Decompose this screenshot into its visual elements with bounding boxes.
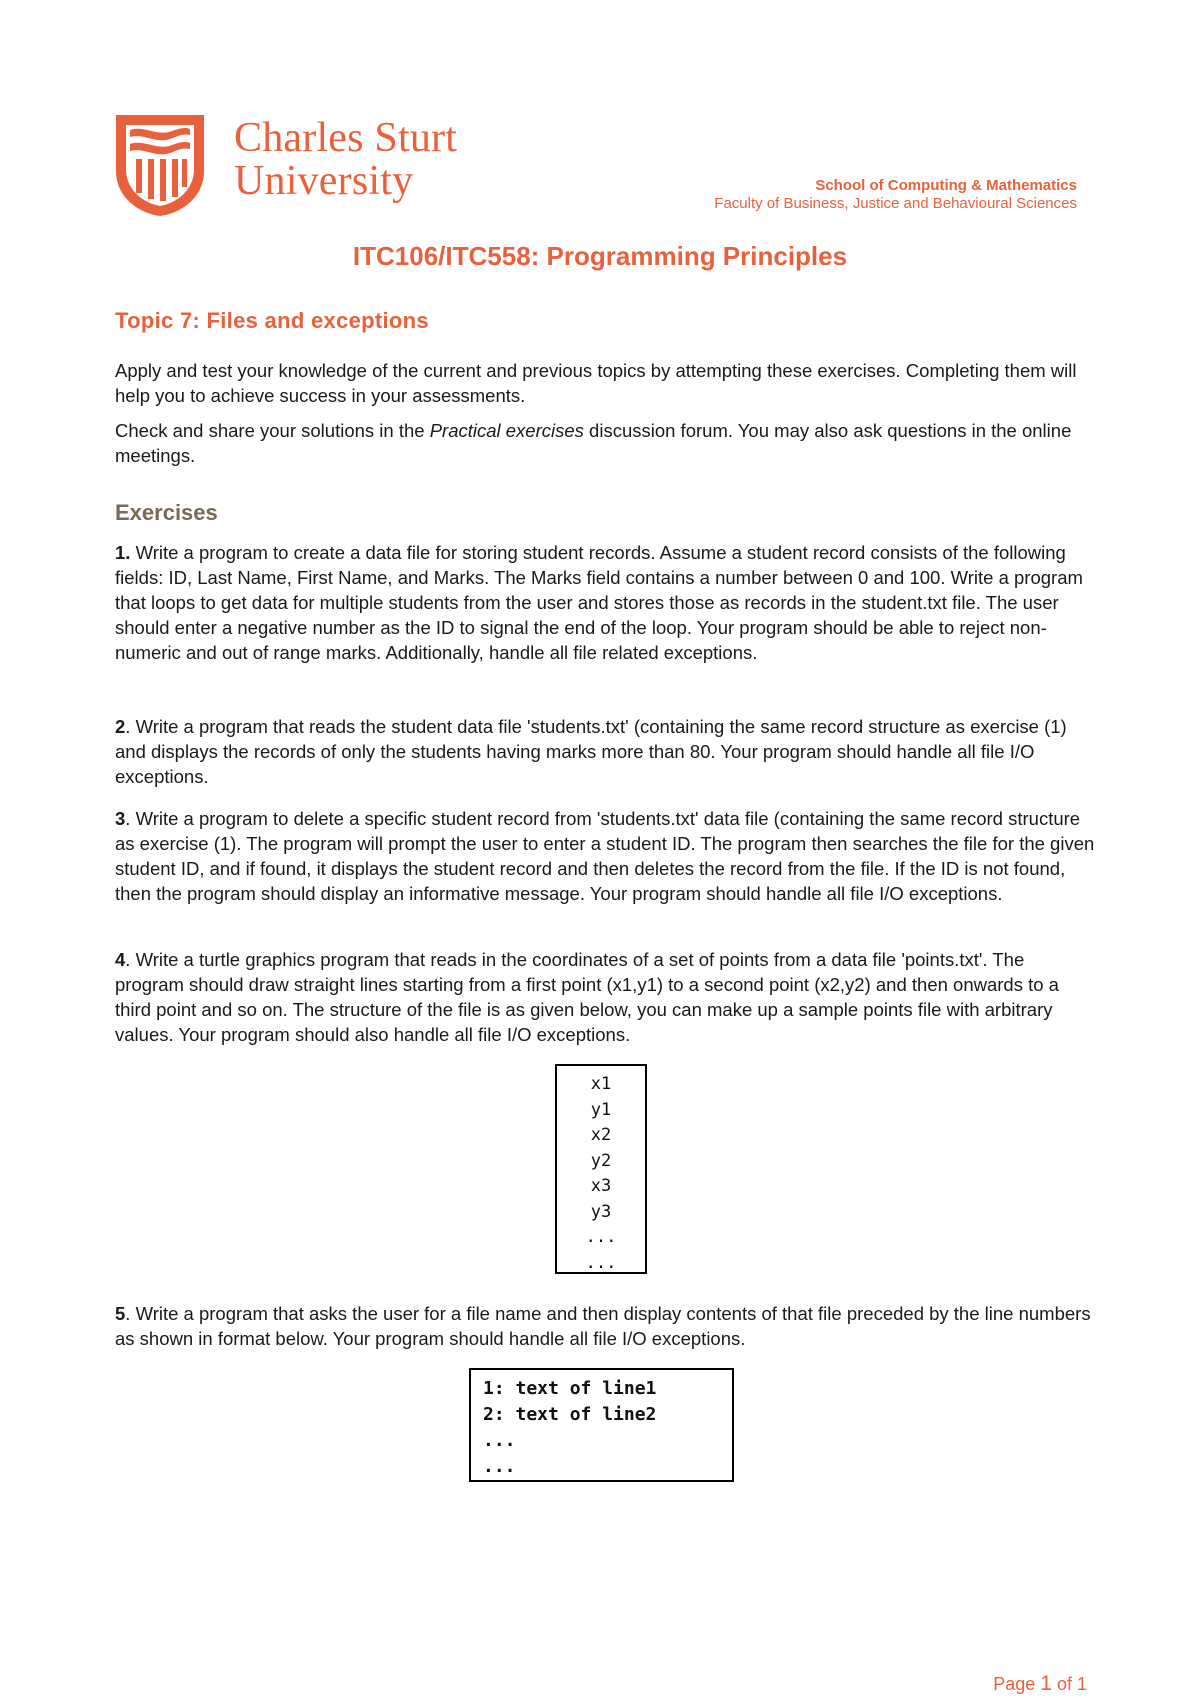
faculty-name: Faculty of Business, Justice and Behavioural Sciences: [714, 195, 1077, 212]
points-line: x2: [590, 1125, 612, 1145]
points-line: ...: [585, 1227, 617, 1247]
exercise-number: 5: [115, 1303, 126, 1324]
university-logo: [114, 113, 464, 217]
document-title: ITC106/ITC558: Programming Principles: [352, 241, 848, 271]
intro-p2-pre: Check and share your solutions in the: [115, 420, 430, 441]
exercise-text: Write a program to create a data file for storing student records. Assume a student record consists of the following fields: ID, Last Name, First Name, and Marks. The Marks field contains a number between 0 and 100. Write a program that loops to get data for multiple students from the user and stores those as records in the student.txt file. The user should enter a negative number as the ID to signal the end of the loop. Your program should be able to reject non-numeric and out of range marks. Additionally, handle all file related exceptions.: [115, 542, 1083, 663]
school-info: [714, 177, 1077, 213]
forum-name: Practical exercises: [429, 420, 584, 441]
exercise-number: 4: [115, 949, 126, 970]
exercise-number: 2: [115, 716, 126, 737]
sample-line: 2: text of line2: [483, 1404, 657, 1425]
exercise-5: [115, 1301, 1095, 1351]
exercise-2: [115, 714, 1095, 789]
exercise-number: 1.: [115, 542, 131, 563]
exercise-1: [115, 540, 1095, 665]
university-name: [234, 117, 457, 203]
school-name: School of Computing & Mathematics: [815, 177, 1077, 194]
exercise-text: . Write a program that reads the student data file 'students.txt' (containing the same record structure as exercise (1) and displays the records of only the students having marks more than 80. Your program should handle all file I/O exceptions.: [115, 716, 1067, 787]
page-label: Page: [993, 1674, 1036, 1694]
line-numbers-sample: [469, 1368, 734, 1482]
points-line: ...: [585, 1252, 617, 1273]
intro-p2-post: discussion forum. You may also ask questions in the online meetings.: [115, 420, 1072, 466]
points-line: y1: [590, 1099, 612, 1120]
exercise-text: . Write a program to delete a specific student record from 'students.txt' data file (containing the same record structure as exercise (1). The program will prompt the user to enter a student ID. The program then searches the file for the given student ID, and if found, it displays the student record and then deletes the record from the file. If the ID is not found, then the program should display an informative message. Your program should handle all file I/O exceptions.: [115, 808, 1095, 904]
points-file-sample: [555, 1064, 647, 1274]
points-line: y3: [590, 1201, 612, 1222]
intro-paragraph-2: [115, 418, 1095, 468]
points-line: y2: [590, 1150, 612, 1171]
exercise-4: [115, 947, 1095, 1047]
page-total: of 1: [1056, 1674, 1087, 1694]
exercise-text: . Write a program that asks the user for a file name and then display contents of that file preceded by the line numbers as shown in format below. Your program should handle all file I/O exceptions.: [115, 1303, 1091, 1349]
university-name-line2: University: [234, 158, 414, 204]
points-line: x3: [590, 1176, 612, 1196]
exercises-heading: Exercises: [115, 500, 218, 525]
sample-line: ...: [483, 1430, 516, 1451]
exercise-text: . Write a turtle graphics program that reads in the coordinates of a set of points from a data file 'points.txt'. The program should draw straight lines starting from a first point (x1,y1) to a second point (x2,y2) and then onwards to a third point and so on. The structure of the file is as given below, you can make up a sample points file with arbitrary values. Your program should also handle all file I/O exceptions.: [115, 949, 1059, 1045]
topic-heading: Topic 7: Files and exceptions: [115, 308, 429, 333]
sample-line: ...: [483, 1456, 516, 1477]
points-line: x1: [590, 1074, 612, 1094]
exercise-3: [115, 806, 1095, 906]
exercise-number: 3: [115, 808, 126, 829]
intro-paragraph-1: Apply and test your knowledge of the current and previous topics by attempting these exercises. Completing them will help you to achieve success in your assessments.: [115, 360, 1077, 406]
university-name-line1: Charles Sturt: [234, 115, 458, 161]
shield-logo-icon: [114, 113, 206, 217]
page-footer: [993, 1672, 1087, 1696]
sample-line: 1: text of line1: [483, 1378, 657, 1399]
page-number: 1: [1040, 1672, 1052, 1695]
